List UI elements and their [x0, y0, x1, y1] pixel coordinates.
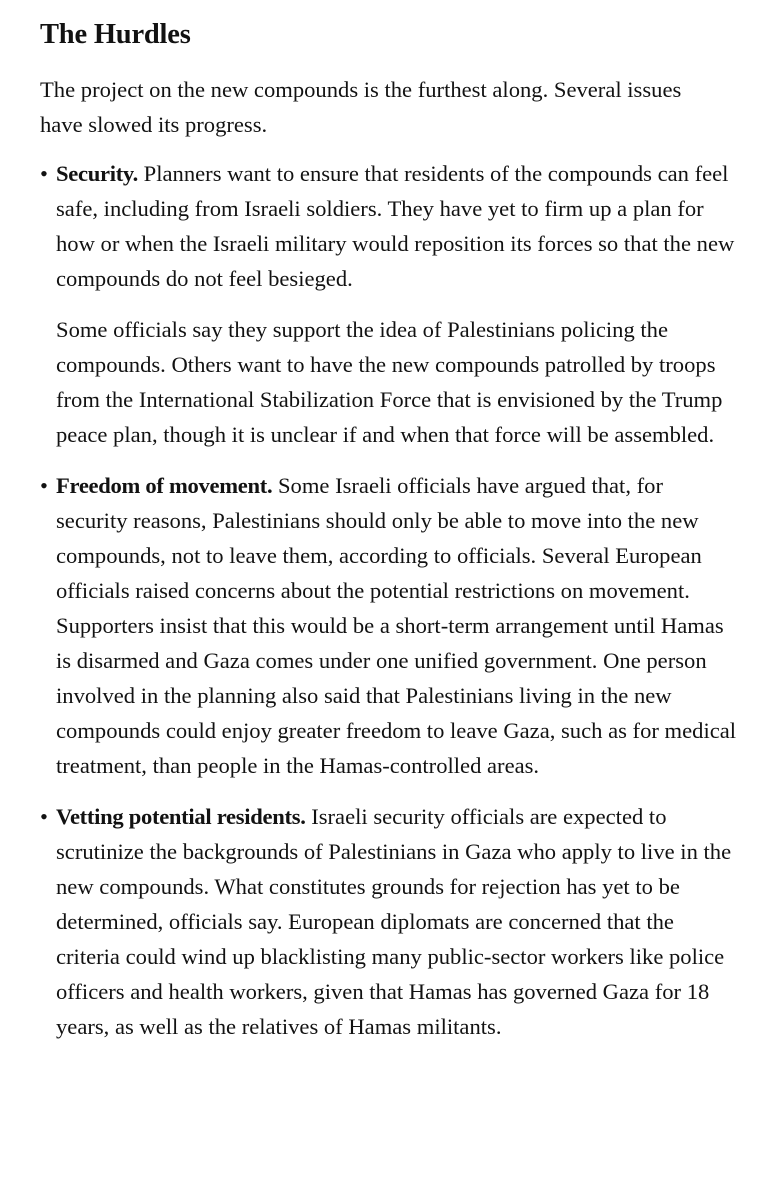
freedom-paragraph [56, 468, 740, 783]
bullet-icon: • [40, 161, 48, 186]
section-heading: The Hurdles [40, 19, 191, 50]
bullet-icon: • [40, 473, 48, 498]
vetting-paragraph [56, 799, 740, 1044]
list-item-vetting [40, 799, 740, 1044]
bullet-icon: • [40, 804, 48, 829]
vetting-lead: Vetting potential residents. [56, 804, 306, 829]
freedom-lead: Freedom of movement. [56, 473, 273, 498]
intro-paragraph: The project on the new compounds is the furthest along. Several issues have slowed its progress. [40, 77, 682, 137]
vetting-text: Israeli security officials are expected to scrutinize the backgrounds of Palestinians in Gaza who apply to live in the new compounds. What constitutes grounds for rejection has yet to be determined, officials say. European diplomats are concerned that the criteria could wind up blacklisting many public-sector workers like police officers and health workers, given that Hamas has governed Gaza for 18 years, as well as the relatives of Hamas militants. [56, 804, 732, 1039]
list-item-security [40, 156, 740, 452]
security-lead: Security. [56, 161, 139, 186]
hurdles-list [40, 156, 740, 1044]
list-item-freedom-of-movement [40, 468, 740, 783]
article-body [40, 14, 740, 1060]
freedom-text: Some Israeli officials have argued that, for security reasons, Palestinians should only be able to move into the new compounds, not to leave them, according to officials. Several European officials raised concerns about the potential restrictions on movement. Supporters insist that this would be a short-term arrangement until Hamas is disarmed and Gaza comes under one unified government. One person involved in the planning also said that Palestinians living in the new compounds could enjoy greater freedom to leave Gaza, such as for medical treatment, than people in the Hamas-controlled areas. [56, 473, 737, 778]
security-extra-paragraph: Some officials say they support the idea of Palestinians policing the compounds. Others want to have the new compounds patrolled by troops from the International Stabilization Force that is envisioned by the Trump peace plan, though it is unclear if and when that force will be assembled. [56, 317, 723, 447]
security-text: Planners want to ensure that residents of the compounds can feel safe, including from Israeli soldiers. They have yet to firm up a plan for how or when the Israeli military would reposition its forces so that the new compounds do not feel besieged. [56, 161, 735, 291]
security-paragraph [56, 156, 740, 296]
